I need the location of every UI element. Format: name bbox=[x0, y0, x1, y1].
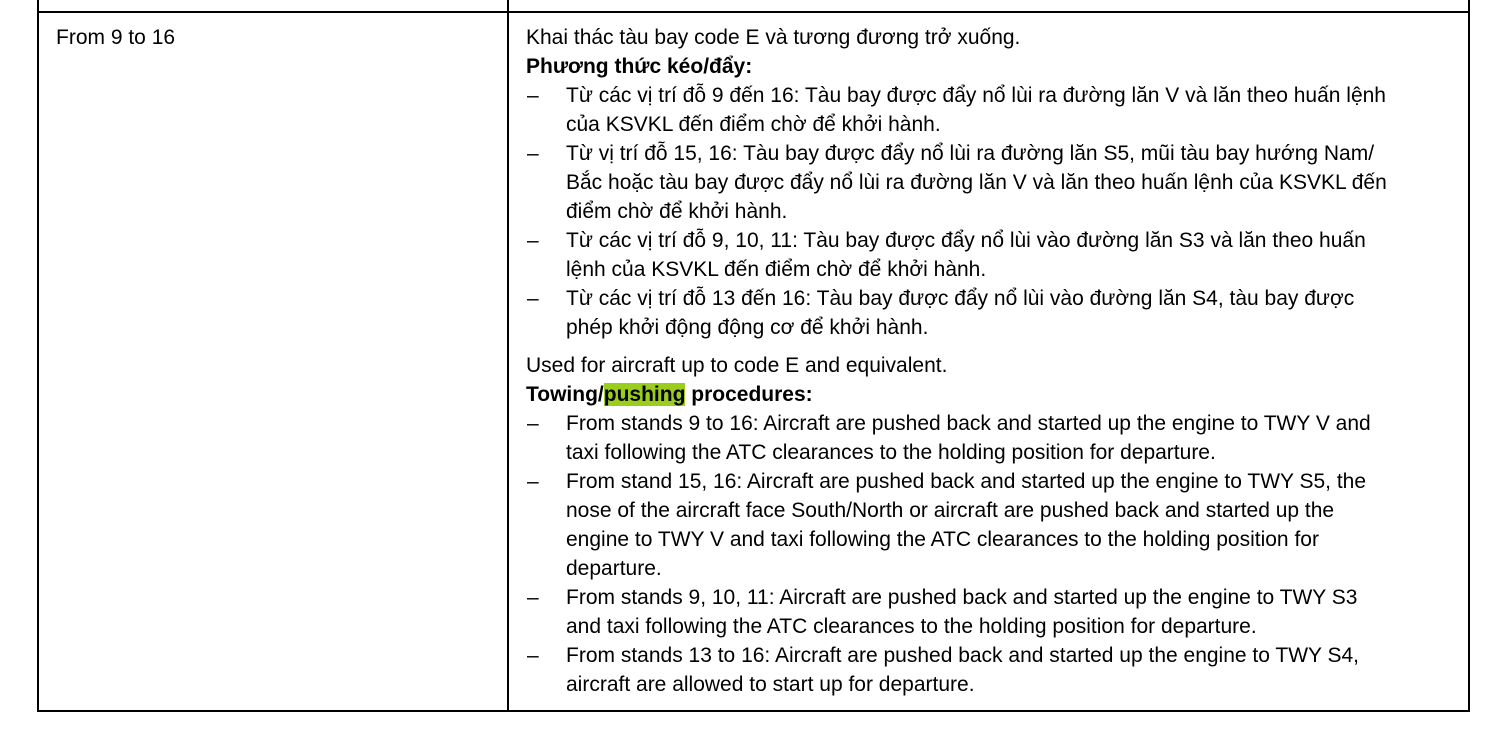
en-list-item bbox=[526, 467, 1456, 583]
bullet-dash: – bbox=[527, 84, 539, 107]
vi-list-item-line: điểm chờ để khởi hành. bbox=[566, 200, 788, 223]
bullet-dash: – bbox=[527, 287, 539, 310]
en-list-item-line: aircraft are allowed to start up for departure. bbox=[566, 673, 975, 696]
en-list-item-line: departure. bbox=[566, 557, 662, 580]
en-list-item-line: From stands 13 to 16: Aircraft are pushed back and started up the engine to TWY S4, bbox=[566, 644, 1360, 667]
column-divider bbox=[507, 0, 509, 711]
en-heading bbox=[526, 380, 1456, 409]
en-procedure-list bbox=[526, 409, 1456, 699]
bullet-dash: – bbox=[527, 586, 539, 609]
en-list-item bbox=[526, 583, 1456, 641]
en-list-item-line: From stand 15, 16: Aircraft are pushed back and started up the engine to TWY S5, the bbox=[566, 470, 1367, 493]
en-intro: Used for aircraft up to code E and equivalent. bbox=[526, 354, 948, 377]
en-heading-highlight: pushing bbox=[603, 383, 686, 406]
vi-procedure-list bbox=[526, 81, 1456, 342]
vi-list-item-line: của KSVKL đến điểm chờ để khởi hành. bbox=[566, 113, 941, 136]
en-list-item bbox=[526, 409, 1456, 467]
vi-heading: Phương thức kéo/đẩy: bbox=[526, 55, 753, 78]
en-list-item-line: nose of the aircraft face South/North or aircraft are pushed back and started up the bbox=[566, 499, 1335, 522]
bullet-dash: – bbox=[527, 644, 539, 667]
stand-range-cell: From 9 to 16 bbox=[56, 26, 176, 49]
en-heading-post: procedures: bbox=[685, 383, 813, 406]
en-list-item-line: engine to TWY V and taxi following the ATC clearances to the holding position for bbox=[566, 528, 1319, 551]
vi-list-item-line: Bắc hoặc tàu bay được đẩy nổ lùi ra đường lăn V và lăn theo huấn lệnh của KSVKL đến bbox=[566, 171, 1387, 194]
vi-list-item-line: Từ các vị trí đỗ 13 đến 16: Tàu bay được đẩy nổ lùi vào đường lăn S4, tàu bay được bbox=[566, 287, 1355, 310]
bullet-dash: – bbox=[527, 470, 539, 493]
bullet-dash: – bbox=[527, 412, 539, 435]
vi-list-item-line: lệnh của KSVKL đến điểm chờ để khởi hành. bbox=[566, 258, 987, 281]
vi-list-item bbox=[526, 81, 1456, 139]
vi-list-item bbox=[526, 226, 1456, 284]
vi-list-item-line: phép khởi động động cơ để khởi hành. bbox=[566, 316, 929, 339]
en-list-item-line: and taxi following the ATC clearances to the holding position for departure. bbox=[566, 615, 1257, 638]
vi-list-item bbox=[526, 284, 1456, 342]
en-list-item-line: From stands 9, 10, 11: Aircraft are pushed back and started up the engine to TWY S3 bbox=[566, 586, 1358, 609]
en-list-item bbox=[526, 641, 1456, 699]
en-heading-pre: Towing/ bbox=[526, 383, 604, 406]
bullet-dash: – bbox=[527, 229, 539, 252]
vi-list-item bbox=[526, 139, 1456, 226]
en-list-item-line: taxi following the ATC clearances to the holding position for departure. bbox=[566, 441, 1216, 464]
en-list-item-line: From stands 9 to 16: Aircraft are pushed back and started up the engine to TWY V and bbox=[566, 412, 1371, 435]
vi-intro: Khai thác tàu bay code E và tương đương trở xuống. bbox=[526, 26, 1021, 49]
procedure-description-cell bbox=[526, 23, 1456, 699]
bullet-dash: – bbox=[527, 142, 539, 165]
vi-list-item-line: Từ các vị trí đỗ 9, 10, 11: Tàu bay được đẩy nổ lùi vào đường lăn S3 và lăn theo huấn bbox=[566, 229, 1366, 252]
vi-list-item-line: Từ các vị trí đỗ 9 đến 16: Tàu bay được đẩy nổ lùi ra đường lăn V và lăn theo huấn lệnh bbox=[566, 84, 1386, 107]
table-top-border bbox=[37, 11, 1470, 13]
vi-list-item-line: Từ vị trí đỗ 15, 16: Tàu bay được đẩy nổ lùi ra đường lăn S5, mũi tàu bay hướng Nam/ bbox=[566, 142, 1375, 165]
